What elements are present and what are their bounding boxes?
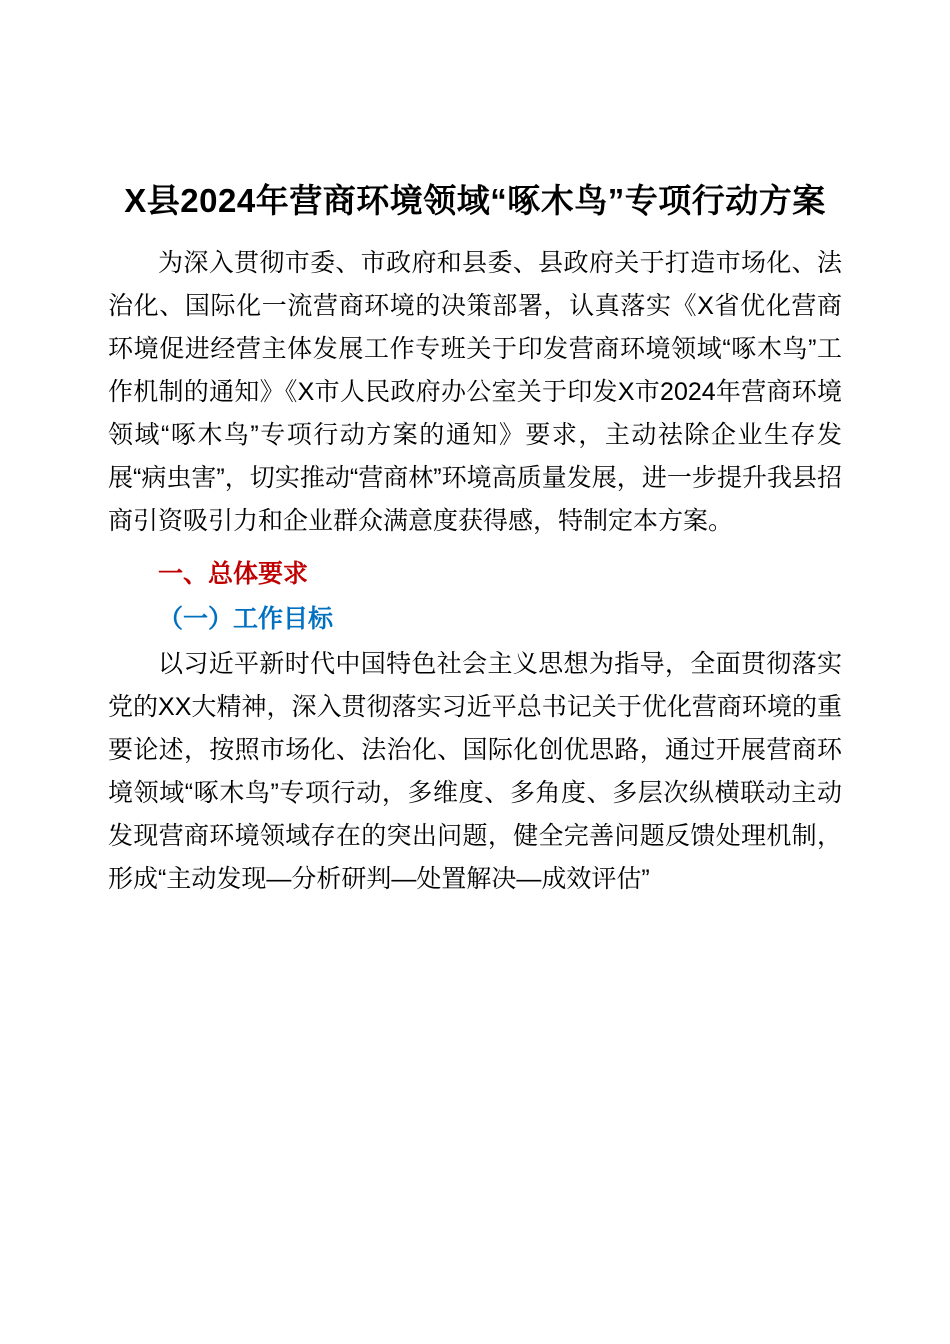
subsection-heading-work-goals: （一）工作目标 — [158, 604, 334, 633]
page-title: X县2024年营商环境领域“啄木鸟”专项行动方案 — [124, 182, 826, 219]
section-body-paragraph: 以习近平新时代中国特色社会主义思想为指导，全面贯彻落实党的XX大精神，深入贯彻落实习近平总书记关于优化营商环境的重要论述，按照市场化、法治化、国际化创优思路，通过开展营商环境领域“啄木鸟”专项行动，多维度、多角度、多层次纵横联动主动发现营商环境领域存在的突出问题，健全完善问题反馈处理机制，形成“主动发现—分析研判—处置解决—成效评估” — [108, 649, 842, 893]
intro-paragraph: 为深入贯彻市委、市政府和县委、县政府关于打造市场化、法治化、国际化一流营商环境的决策部署，认真落实《X省优化营商环境促进经营主体发展工作专班关于印发营商环境领域“啄木鸟”工作机制的通知》《X市人民政府办公室关于印发X市2024年营商环境领域“啄木鸟”专项行动方案的通知》要求，主动祛除企业生存发展“病虫害”，切实推动“营商林”环境高质量发展，进一步提升我县招商引资吸引力和企业群众满意度获得感，特制定本方案。 — [108, 248, 842, 535]
section-heading-total-requirements: 一、总体要求 — [158, 559, 309, 588]
